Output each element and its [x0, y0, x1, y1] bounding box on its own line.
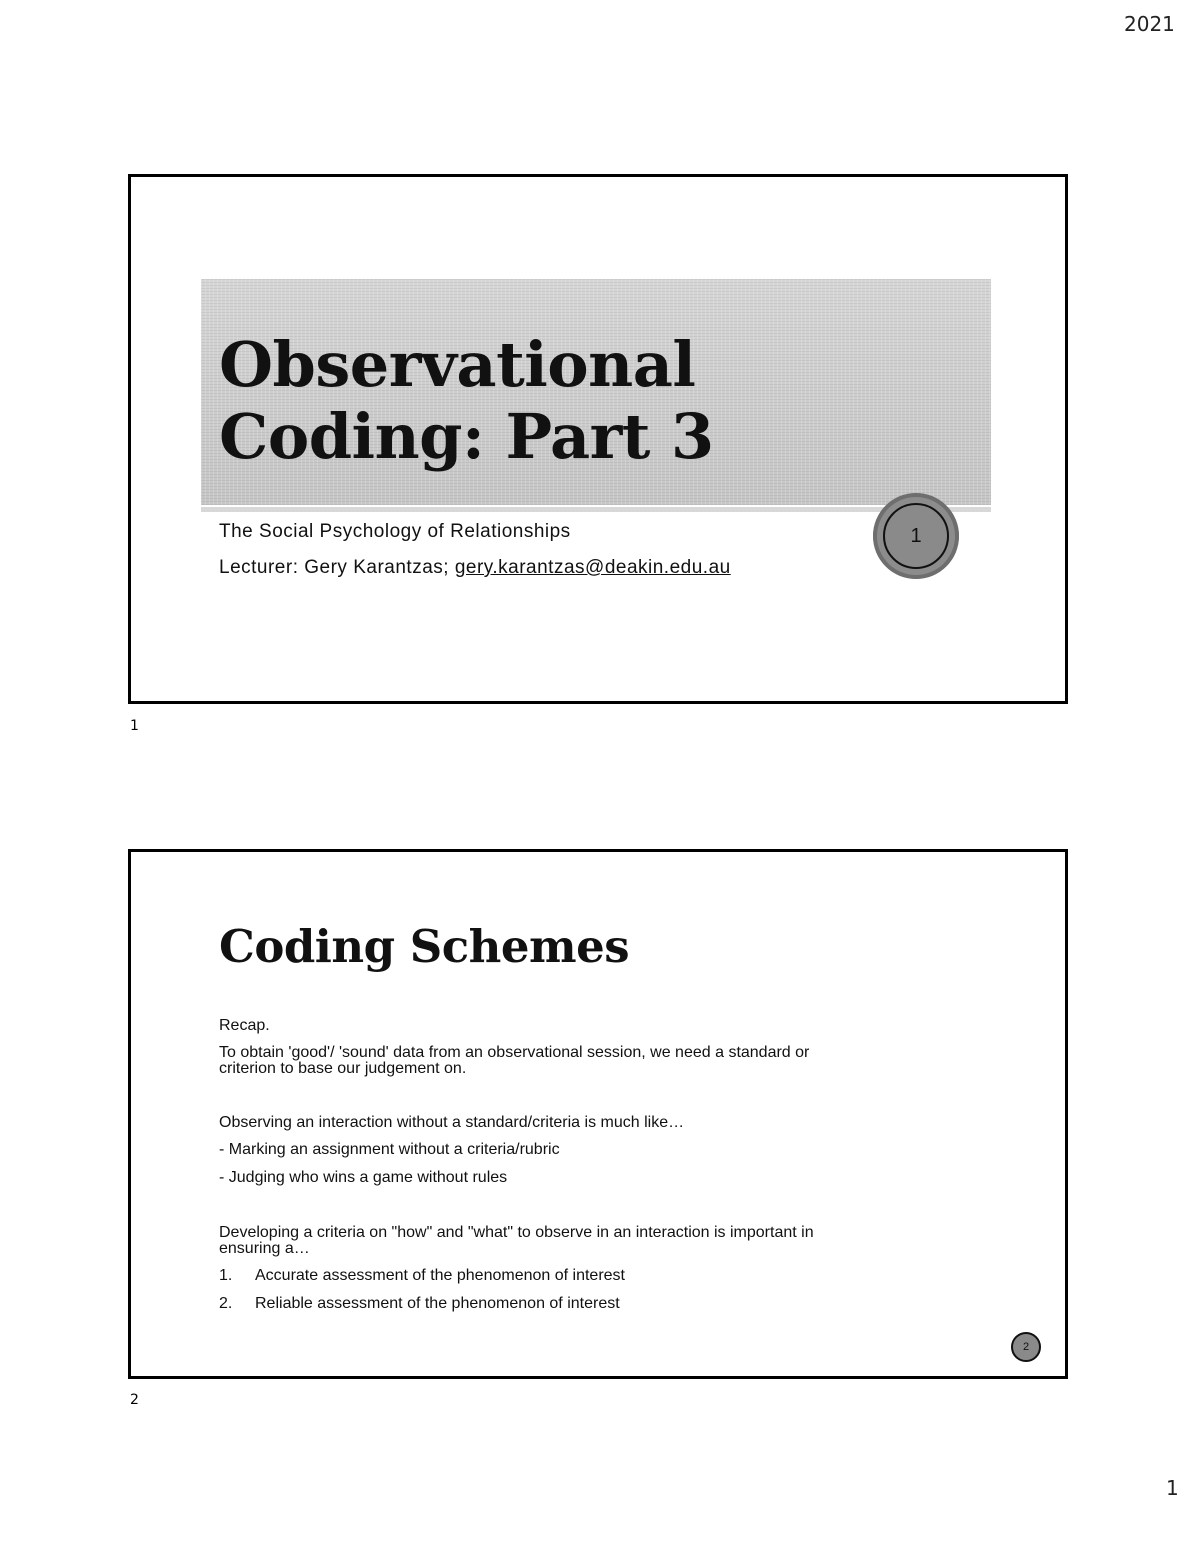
paragraph-2: Observing an interaction without a standard/criteria is much like… [219, 1114, 685, 1131]
slide-2-number-badge: 2 [1011, 1332, 1041, 1362]
banner-bottom-line [201, 507, 991, 512]
paragraph-3-line-1: Developing a criteria on "how" and "what" to observe in an interaction is important in [219, 1224, 814, 1241]
slide-1-title [219, 329, 919, 473]
bullet-1: - Marking an assignment without a criteria/rubric [219, 1141, 560, 1158]
lecturer-email-link[interactable]: gery.karantzas@deakin.edu.au [454, 557, 731, 578]
slide-1-subtitle: The Social Psychology of Relationships [219, 521, 571, 542]
slide-1-badge-label: 1 [883, 503, 949, 569]
slide-2-footer-number: 2 [130, 1392, 139, 1408]
page-number: 1 [1166, 1476, 1179, 1500]
page-year: 2021 [1124, 12, 1175, 36]
slide-1-number-badge [873, 493, 959, 579]
list-item-text: Reliable assessment of the phenomenon of interest [255, 1295, 620, 1312]
slide-1-footer-number: 1 [130, 718, 139, 734]
title-line-2: Coding: Part 3 [219, 400, 714, 473]
list-item-text: Accurate assessment of the phenomenon of interest [255, 1267, 625, 1284]
list-item-number: 2. [219, 1295, 233, 1312]
slide-2 [128, 849, 1068, 1379]
list-item [219, 1295, 620, 1313]
paragraph-1-line-2: criterion to base our judgement on. [219, 1060, 467, 1077]
recap-text: Recap. [219, 1017, 270, 1034]
list-item-number: 1. [219, 1267, 233, 1284]
paragraph-3-line-2: ensuring a… [219, 1240, 310, 1257]
title-line-1: Observational [219, 328, 696, 401]
list-item [219, 1267, 625, 1285]
bullet-2: - Judging who wins a game without rules [219, 1169, 508, 1186]
slide-1 [128, 174, 1068, 704]
slide-2-title: Coding Schemes [219, 920, 630, 973]
lecturer-prefix: Lecturer: Gery Karantzas; [219, 557, 455, 578]
paragraph-1-line-1: To obtain 'good'/ 'sound' data from an observational session, we need a standard or [219, 1044, 810, 1061]
lecturer-line [219, 557, 731, 579]
paragraph-3 [219, 1225, 959, 1257]
paragraph-1 [219, 1045, 959, 1077]
